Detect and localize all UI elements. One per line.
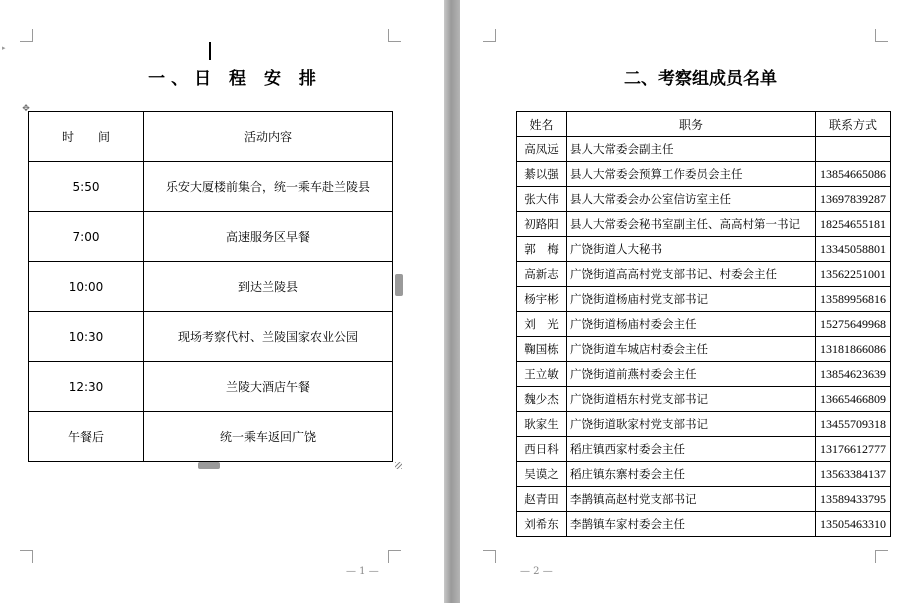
table-row bbox=[517, 387, 891, 412]
table-row bbox=[517, 137, 891, 162]
member-name: 鞠国栋 bbox=[517, 337, 567, 362]
member-position: 广饶街道前燕村委会主任 bbox=[567, 362, 816, 387]
table-row bbox=[517, 187, 891, 212]
schedule-time: 午餐后 bbox=[29, 412, 144, 462]
member-name: 綦以强 bbox=[517, 162, 567, 187]
text-cursor bbox=[209, 42, 211, 60]
page-gap bbox=[444, 0, 460, 603]
schedule-activity: 到达兰陵县 bbox=[144, 262, 393, 312]
member-phone: 13345058801 bbox=[816, 237, 891, 262]
member-name: 杨宇彬 bbox=[517, 287, 567, 312]
page-corner-mark bbox=[875, 29, 888, 42]
member-position: 稻庄镇东寨村委会主任 bbox=[567, 462, 816, 487]
member-phone: 13589433795 bbox=[816, 487, 891, 512]
schedule-activity: 乐安大厦楼前集合，统一乘车赴兰陵县 bbox=[144, 162, 393, 212]
table-row bbox=[517, 462, 891, 487]
member-phone: 13181866086 bbox=[816, 337, 891, 362]
ruler-marker-icon: ▸ bbox=[2, 44, 6, 52]
member-name: 刘希东 bbox=[517, 512, 567, 537]
table-row bbox=[517, 287, 891, 312]
table-row bbox=[517, 437, 891, 462]
table-row bbox=[517, 212, 891, 237]
schedule-activity: 现场考察代村、兰陵国家农业公园 bbox=[144, 312, 393, 362]
page-corner-mark bbox=[388, 550, 401, 563]
member-phone: 13665466809 bbox=[816, 387, 891, 412]
member-phone: 13455709318 bbox=[816, 412, 891, 437]
table-row bbox=[517, 237, 891, 262]
column-header: 时 间 bbox=[29, 112, 144, 162]
schedule-activity: 高速服务区早餐 bbox=[144, 212, 393, 262]
member-name: 张大伟 bbox=[517, 187, 567, 212]
schedule-table bbox=[28, 111, 393, 462]
table-row bbox=[29, 412, 393, 462]
member-position: 广饶街道杨庙村党支部书记 bbox=[567, 287, 816, 312]
table-row bbox=[29, 162, 393, 212]
member-phone: 13176612777 bbox=[816, 437, 891, 462]
page-title: 一、日 程 安 排 bbox=[148, 69, 322, 89]
member-position: 广饶街道车城店村委会主任 bbox=[567, 337, 816, 362]
schedule-time: 5:50 bbox=[29, 162, 144, 212]
schedule-time: 12:30 bbox=[29, 362, 144, 412]
member-name: 刘 光 bbox=[517, 312, 567, 337]
schedule-time: 7:00 bbox=[29, 212, 144, 262]
schedule-time: 10:00 bbox=[29, 262, 144, 312]
member-position: 县人大常委会秘书室副主任、高高村第一书记 bbox=[567, 212, 816, 237]
table-row bbox=[517, 337, 891, 362]
member-name: 魏少杰 bbox=[517, 387, 567, 412]
member-position: 稻庄镇西家村委会主任 bbox=[567, 437, 816, 462]
table-row bbox=[29, 262, 393, 312]
page-corner-mark bbox=[388, 29, 401, 42]
table-row bbox=[29, 362, 393, 412]
table-header-row bbox=[517, 112, 891, 137]
member-name: 高新志 bbox=[517, 262, 567, 287]
member-position: 李鹊镇车家村委会主任 bbox=[567, 512, 816, 537]
member-position: 广饶街道高高村党支部书记、村委会主任 bbox=[567, 262, 816, 287]
page-title: 二、考察组成员名单 bbox=[624, 69, 777, 89]
page-corner-mark bbox=[875, 550, 888, 563]
member-position: 李鹊镇高赵村党支部书记 bbox=[567, 487, 816, 512]
member-phone: 18254655181 bbox=[816, 212, 891, 237]
page-number: — 1 — bbox=[346, 566, 379, 577]
document-page-1 bbox=[0, 0, 444, 603]
member-table bbox=[516, 111, 891, 537]
member-phone: 15275649968 bbox=[816, 312, 891, 337]
member-name: 耿家生 bbox=[517, 412, 567, 437]
member-name: 西日科 bbox=[517, 437, 567, 462]
member-position: 县人大常委会办公室信访室主任 bbox=[567, 187, 816, 212]
member-position: 广饶街道人大秘书 bbox=[567, 237, 816, 262]
member-name: 吴谟之 bbox=[517, 462, 567, 487]
table-row bbox=[517, 362, 891, 387]
page-corner-mark bbox=[20, 29, 33, 42]
schedule-time: 10:30 bbox=[29, 312, 144, 362]
table-move-handle-icon[interactable]: ✥ bbox=[22, 104, 30, 114]
member-phone: 13562251001 bbox=[816, 262, 891, 287]
member-phone: 13589956816 bbox=[816, 287, 891, 312]
table-row bbox=[517, 512, 891, 537]
page-corner-mark bbox=[20, 550, 33, 563]
column-header: 联系方式 bbox=[816, 112, 891, 137]
table-resize-handle[interactable] bbox=[395, 462, 402, 469]
member-name: 高凤远 bbox=[517, 137, 567, 162]
member-phone: 13854665086 bbox=[816, 162, 891, 187]
member-phone: 13854623639 bbox=[816, 362, 891, 387]
member-name: 赵青田 bbox=[517, 487, 567, 512]
table-insert-row-handle[interactable] bbox=[198, 462, 220, 469]
member-position: 广饶街道耿家村党支部书记 bbox=[567, 412, 816, 437]
table-row bbox=[29, 212, 393, 262]
table-insert-column-handle[interactable] bbox=[395, 274, 403, 296]
schedule-activity: 统一乘车返回广饶 bbox=[144, 412, 393, 462]
member-position: 广饶街道杨庙村委会主任 bbox=[567, 312, 816, 337]
member-phone: 13505463310 bbox=[816, 512, 891, 537]
member-name: 王立敏 bbox=[517, 362, 567, 387]
table-row bbox=[29, 312, 393, 362]
member-position: 县人大常委会预算工作委员会主任 bbox=[567, 162, 816, 187]
table-row bbox=[517, 162, 891, 187]
member-position: 县人大常委会副主任 bbox=[567, 137, 816, 162]
column-header: 职务 bbox=[567, 112, 816, 137]
member-name: 郭 梅 bbox=[517, 237, 567, 262]
table-row bbox=[517, 487, 891, 512]
member-phone: 13563384137 bbox=[816, 462, 891, 487]
column-header: 活动内容 bbox=[144, 112, 393, 162]
column-header: 姓名 bbox=[517, 112, 567, 137]
page-number: — 2 — bbox=[520, 566, 553, 577]
schedule-activity: 兰陵大酒店午餐 bbox=[144, 362, 393, 412]
member-phone: 13697839287 bbox=[816, 187, 891, 212]
table-row bbox=[517, 412, 891, 437]
table-row bbox=[517, 312, 891, 337]
document-page-2 bbox=[460, 0, 911, 603]
table-row bbox=[517, 262, 891, 287]
page-corner-mark bbox=[483, 550, 496, 563]
member-position: 广饶街道梧东村党支部书记 bbox=[567, 387, 816, 412]
table-header-row bbox=[29, 112, 393, 162]
page-corner-mark bbox=[483, 29, 496, 42]
member-phone bbox=[816, 137, 891, 162]
member-name: 初路阳 bbox=[517, 212, 567, 237]
